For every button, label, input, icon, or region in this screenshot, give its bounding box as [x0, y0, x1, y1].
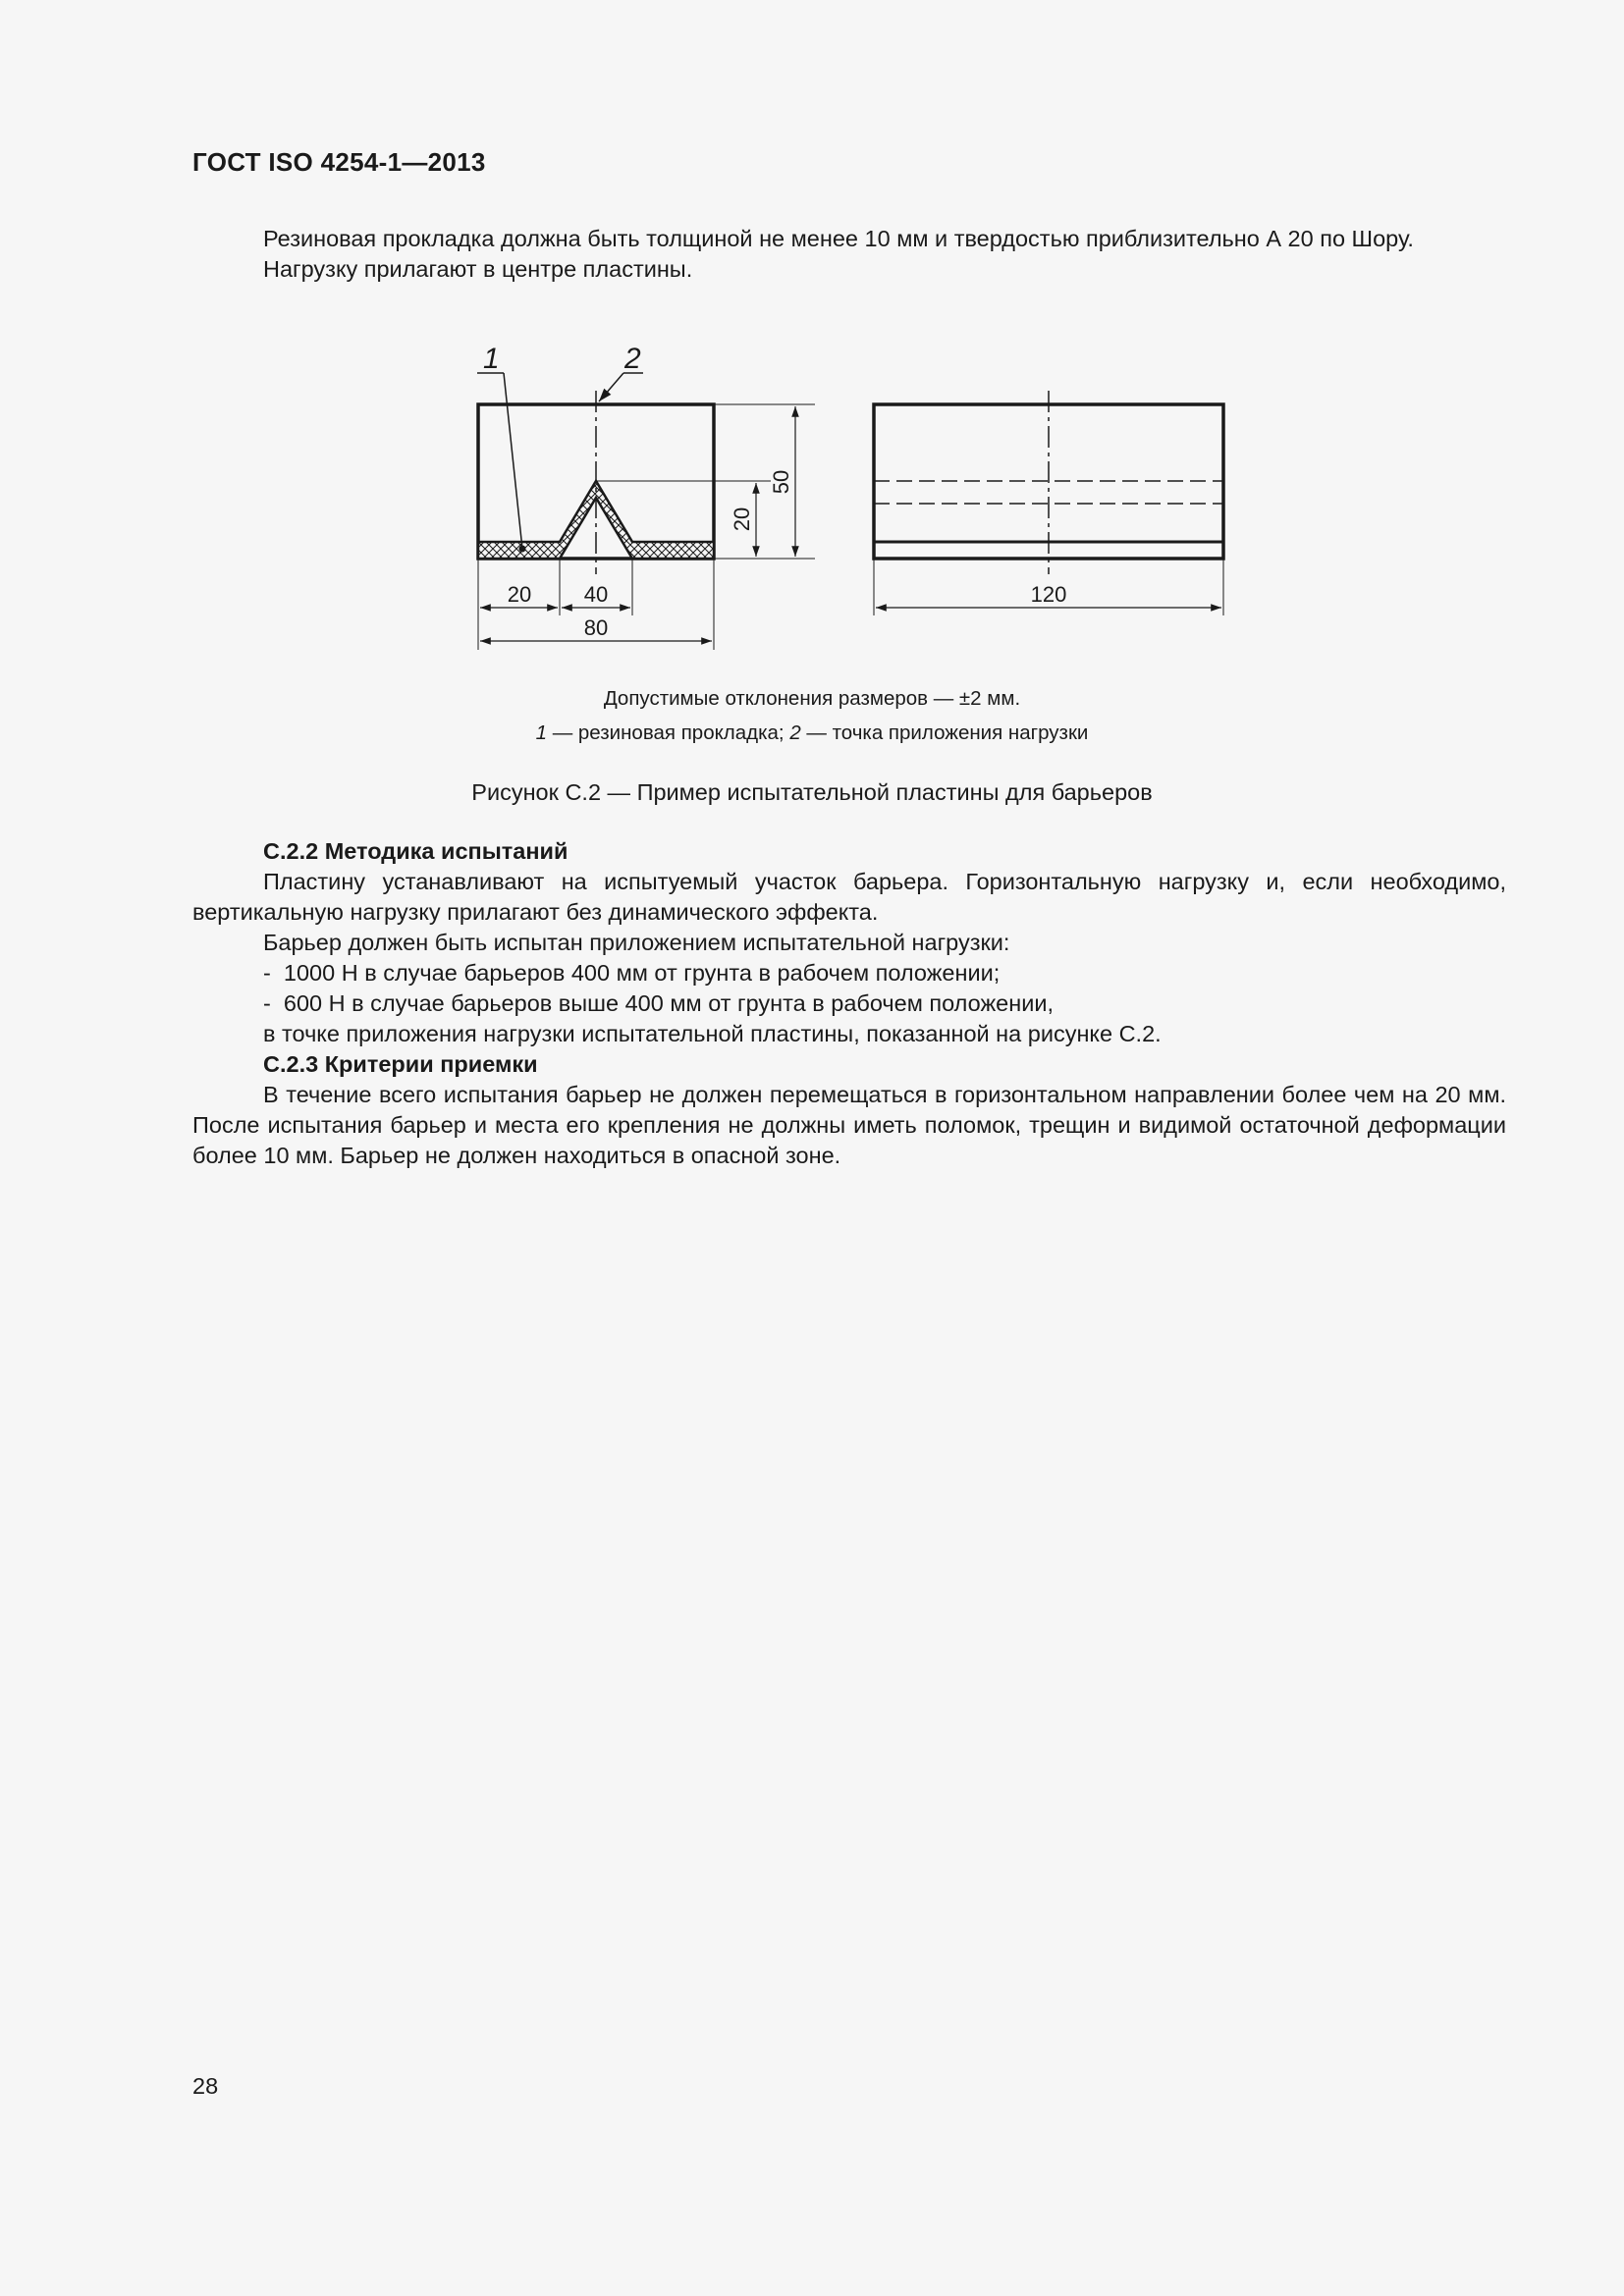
dim-label-80: 80	[583, 615, 609, 640]
main-body	[192, 836, 1506, 1171]
section-c23-para1: В течение всего испытания барьер не должен перемещаться в горизонтальном направлении более чем на 20 мм. После испытания барьер и места его крепления не должны иметь поломок, трещин и видимой остаточной деформации более 10 мм. Барьер не должен находиться в опасной зоне.	[192, 1082, 1506, 1168]
figure-legend	[0, 721, 1624, 745]
dim-label-50: 50	[769, 469, 793, 495]
figure-caption: Рисунок С.2 — Пример испытательной пластины для барьеров	[471, 779, 1153, 805]
intro-paragraph	[192, 224, 1506, 285]
dim-label-120: 120	[1030, 582, 1067, 607]
dim-label-20-left: 20	[507, 582, 532, 607]
intro-line-1: Резиновая прокладка должна быть толщиной не менее 10 мм и твердостью приблизительно А 20 по Шору.	[263, 226, 1414, 251]
legend-1-number: 1	[535, 721, 548, 744]
front-view	[477, 373, 815, 650]
section-c22-item2: - 600 Н в случае барьеров выше 400 мм от грунта в рабочем положении,	[263, 990, 1055, 1016]
section-c22-item1: - 1000 Н в случае барьеров 400 мм от грунта в рабочем положении;	[263, 960, 1001, 986]
intro-line-2: Нагрузку прилагают в центре пластины.	[263, 256, 693, 282]
section-c23-heading: С.2.3 Критерии приемки	[263, 1051, 538, 1077]
legend-2-number: 2	[789, 721, 801, 744]
section-c22-para2: Барьер должен быть испытан приложением испытательной нагрузки:	[263, 930, 1010, 955]
section-c22-para3: в точке приложения нагрузки испытательной пластины, показанной на рисунке С.2.	[263, 1021, 1162, 1046]
callout-1: 1	[483, 343, 500, 375]
section-c22-heading: С.2.2 Методика испытаний	[263, 838, 568, 864]
dim-label-40: 40	[583, 582, 609, 607]
test-plate-drawing	[461, 329, 1247, 663]
tolerance-note: Допустимые отклонения размеров — ±2 мм.	[603, 687, 1021, 710]
legend-2-text: — точка приложения нагрузки	[800, 721, 1089, 744]
document-header: ГОСТ ISO 4254-1—2013	[192, 147, 486, 177]
page-number: 28	[192, 2073, 219, 2099]
dim-label-20-vertical: 20	[730, 507, 754, 532]
section-c22-para1: Пластину устанавливают на испытуемый участок барьера. Горизонтальную нагрузку и, если необходимо, вертикальную нагрузку прилагают без динамического эффекта.	[192, 869, 1506, 925]
legend-1-text: — резиновая прокладка;	[547, 721, 790, 744]
callout-2: 2	[624, 343, 641, 375]
